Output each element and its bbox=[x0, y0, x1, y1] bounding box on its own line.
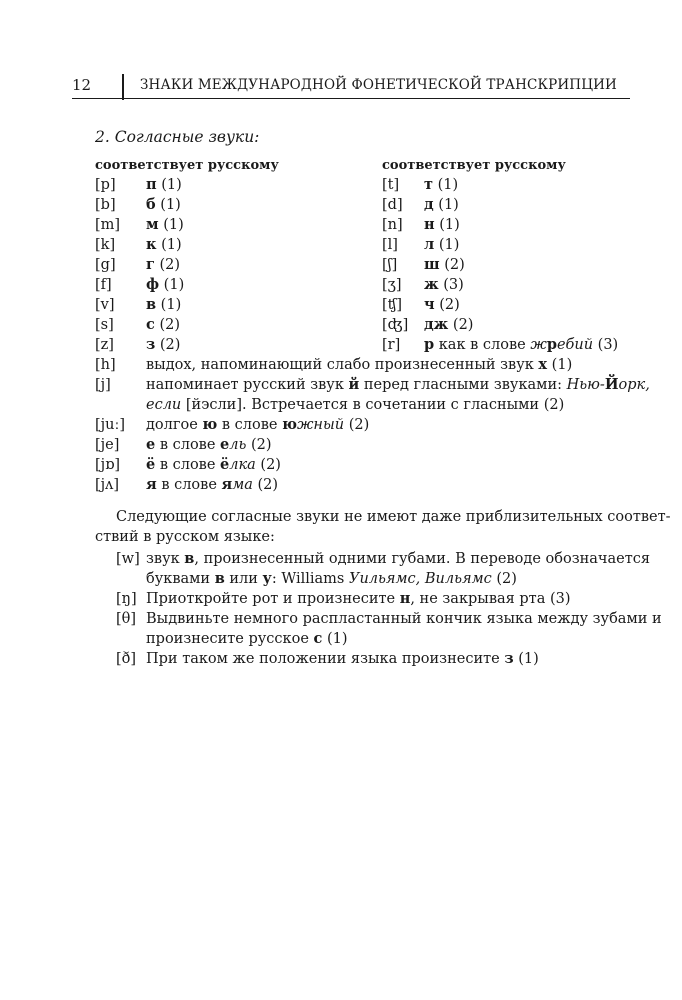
header-separator bbox=[122, 74, 124, 100]
ipa-symbol: [jɒ] bbox=[95, 457, 121, 473]
description: При таком же положении языка произнесите з (1) bbox=[146, 650, 539, 667]
ipa-symbol: [b] bbox=[95, 197, 116, 213]
correspondence bbox=[146, 255, 180, 275]
frequency-note: (2) bbox=[154, 257, 181, 273]
correspondence bbox=[146, 335, 180, 355]
intro-paragraph-line-1: Следующие согласные звуки не имеют даже приблизительных соответ- bbox=[116, 509, 671, 525]
correspondence bbox=[424, 175, 458, 195]
ipa-symbol: [d] bbox=[382, 197, 403, 213]
correspondence bbox=[146, 235, 182, 255]
frequency-note: (1) bbox=[155, 197, 181, 213]
running-header bbox=[72, 76, 630, 99]
russian-letter: с bbox=[146, 316, 155, 333]
description-line-1: Выдвиньте немного распластанный кончик языка между зубами и bbox=[146, 611, 662, 627]
russian-letter: ш bbox=[424, 256, 440, 273]
correspondence bbox=[424, 195, 459, 215]
russian-letter: п bbox=[146, 176, 157, 193]
ipa-symbol: [ʒ] bbox=[382, 277, 402, 293]
ipa-symbol: [r] bbox=[382, 337, 401, 353]
ipa-symbol: [m] bbox=[95, 217, 121, 233]
ipa-symbol: [j] bbox=[95, 377, 111, 393]
russian-letter: т bbox=[424, 176, 433, 193]
russian-letter: г bbox=[146, 256, 155, 273]
ipa-symbol: [juː] bbox=[95, 417, 126, 433]
ipa-symbol: [n] bbox=[382, 217, 403, 233]
frequency-note: (1) bbox=[158, 217, 184, 233]
frequency-note: (1) bbox=[433, 197, 459, 213]
ipa-symbol: [ʤ] bbox=[382, 317, 409, 333]
frequency-note: (1) bbox=[434, 217, 460, 233]
frequency-note: (2) bbox=[155, 337, 181, 353]
description: выдох, напоминающий слабо произнесенный звук х (1) bbox=[146, 356, 573, 373]
description: Приоткройте рот и произнесите н, не закрывая рта (3) bbox=[146, 590, 571, 607]
russian-letter: д bbox=[424, 196, 434, 213]
description: я в слове яма (2) bbox=[146, 476, 279, 493]
correspondence bbox=[146, 295, 181, 315]
correspondence bbox=[424, 315, 473, 335]
frequency-note: (3) bbox=[438, 277, 464, 293]
ipa-symbol: [je] bbox=[95, 437, 120, 453]
ipa-symbol: [z] bbox=[95, 337, 114, 353]
russian-letter: ф bbox=[146, 276, 160, 293]
ipa-symbol: [jʌ] bbox=[95, 477, 120, 493]
correspondence bbox=[146, 215, 184, 235]
russian-letter: в bbox=[146, 296, 157, 313]
correspondence bbox=[146, 315, 180, 335]
russian-letter: м bbox=[146, 216, 159, 233]
russian-letter: б bbox=[146, 196, 156, 213]
correspondence bbox=[146, 275, 184, 295]
ipa-symbol: [g] bbox=[95, 257, 116, 273]
ipa-symbol: [p] bbox=[95, 177, 116, 193]
intro-paragraph-line-2: ствий в русском языке: bbox=[95, 529, 275, 545]
frequency-note: (2) bbox=[448, 317, 474, 333]
russian-letter: л bbox=[424, 236, 435, 253]
correspondence bbox=[146, 195, 181, 215]
correspondence bbox=[424, 295, 460, 315]
ipa-symbol: [ŋ] bbox=[116, 591, 137, 607]
ipa-symbol: [θ] bbox=[116, 611, 137, 627]
consonant-row-w-continued: буквами в или у: Williams Уильямс, Вильямс (2) bbox=[146, 570, 517, 587]
description-line-1: напоминает русский звук й перед гласными звуками: Нью-Йорк, bbox=[146, 376, 650, 393]
correspondence bbox=[424, 215, 460, 235]
left-column-header: соответствует русскому bbox=[95, 158, 279, 173]
correspondence bbox=[424, 255, 465, 275]
ipa-symbol: [v] bbox=[95, 297, 115, 313]
russian-letter: ж bbox=[424, 276, 439, 293]
frequency-note: (1) bbox=[159, 277, 185, 293]
russian-letter: к bbox=[146, 236, 157, 253]
correspondence bbox=[424, 235, 459, 255]
russian-letter: дж bbox=[424, 316, 449, 333]
consonant-row-j-continued: если [йэсли]. Встречается в сочетании с гласными (2) bbox=[146, 397, 565, 413]
description: е в слове ель (2) bbox=[146, 436, 272, 453]
right-column-header: соответствует русскому bbox=[382, 158, 566, 173]
ipa-symbol: [ʃ] bbox=[382, 257, 398, 273]
ipa-symbol: [h] bbox=[95, 357, 116, 373]
russian-letter: ч bbox=[424, 296, 435, 313]
frequency-note: (1) bbox=[156, 237, 182, 253]
page-number: 12 bbox=[72, 76, 92, 94]
ipa-symbol: [t] bbox=[382, 177, 400, 193]
correspondence: р как в слове жребий (3) bbox=[424, 336, 619, 353]
frequency-note: (2) bbox=[434, 297, 460, 313]
ipa-symbol: [ð] bbox=[116, 651, 137, 667]
russian-letter: р bbox=[424, 336, 435, 353]
description: долгое ю в слове южный (2) bbox=[146, 416, 370, 433]
description: ё в слове ёлка (2) bbox=[146, 456, 281, 473]
ipa-symbol: [w] bbox=[116, 551, 140, 567]
frequency-note: (1) bbox=[156, 297, 182, 313]
consonant-row-theta-continued: произнесите русское с (1) bbox=[146, 630, 348, 647]
section-title: 2. Согласные звуки: bbox=[95, 128, 260, 146]
frequency-note: (2) bbox=[154, 317, 180, 333]
russian-letter: н bbox=[424, 216, 435, 233]
frequency-note: (1) bbox=[433, 177, 459, 193]
correspondence bbox=[424, 275, 464, 295]
ipa-symbol: [f] bbox=[95, 277, 112, 293]
russian-letter: з bbox=[146, 336, 156, 353]
correspondence bbox=[146, 175, 182, 195]
frequency-note: (1) bbox=[156, 177, 182, 193]
frequency-note: (1) bbox=[434, 237, 460, 253]
ipa-symbol: [l] bbox=[382, 237, 398, 253]
ipa-symbol: [ʧ] bbox=[382, 297, 402, 313]
frequency-note: (2) bbox=[439, 257, 465, 273]
header-title: ЗНАКИ МЕЖДУНАРОДНОЙ ФОНЕТИЧЕСКОЙ ТРАНСКРИПЦИИ bbox=[140, 77, 617, 93]
ipa-symbol: [k] bbox=[95, 237, 116, 253]
ipa-symbol: [s] bbox=[95, 317, 114, 333]
description-line-1: звук в, произнесенный одними губами. В переводе обозначается bbox=[146, 550, 651, 567]
